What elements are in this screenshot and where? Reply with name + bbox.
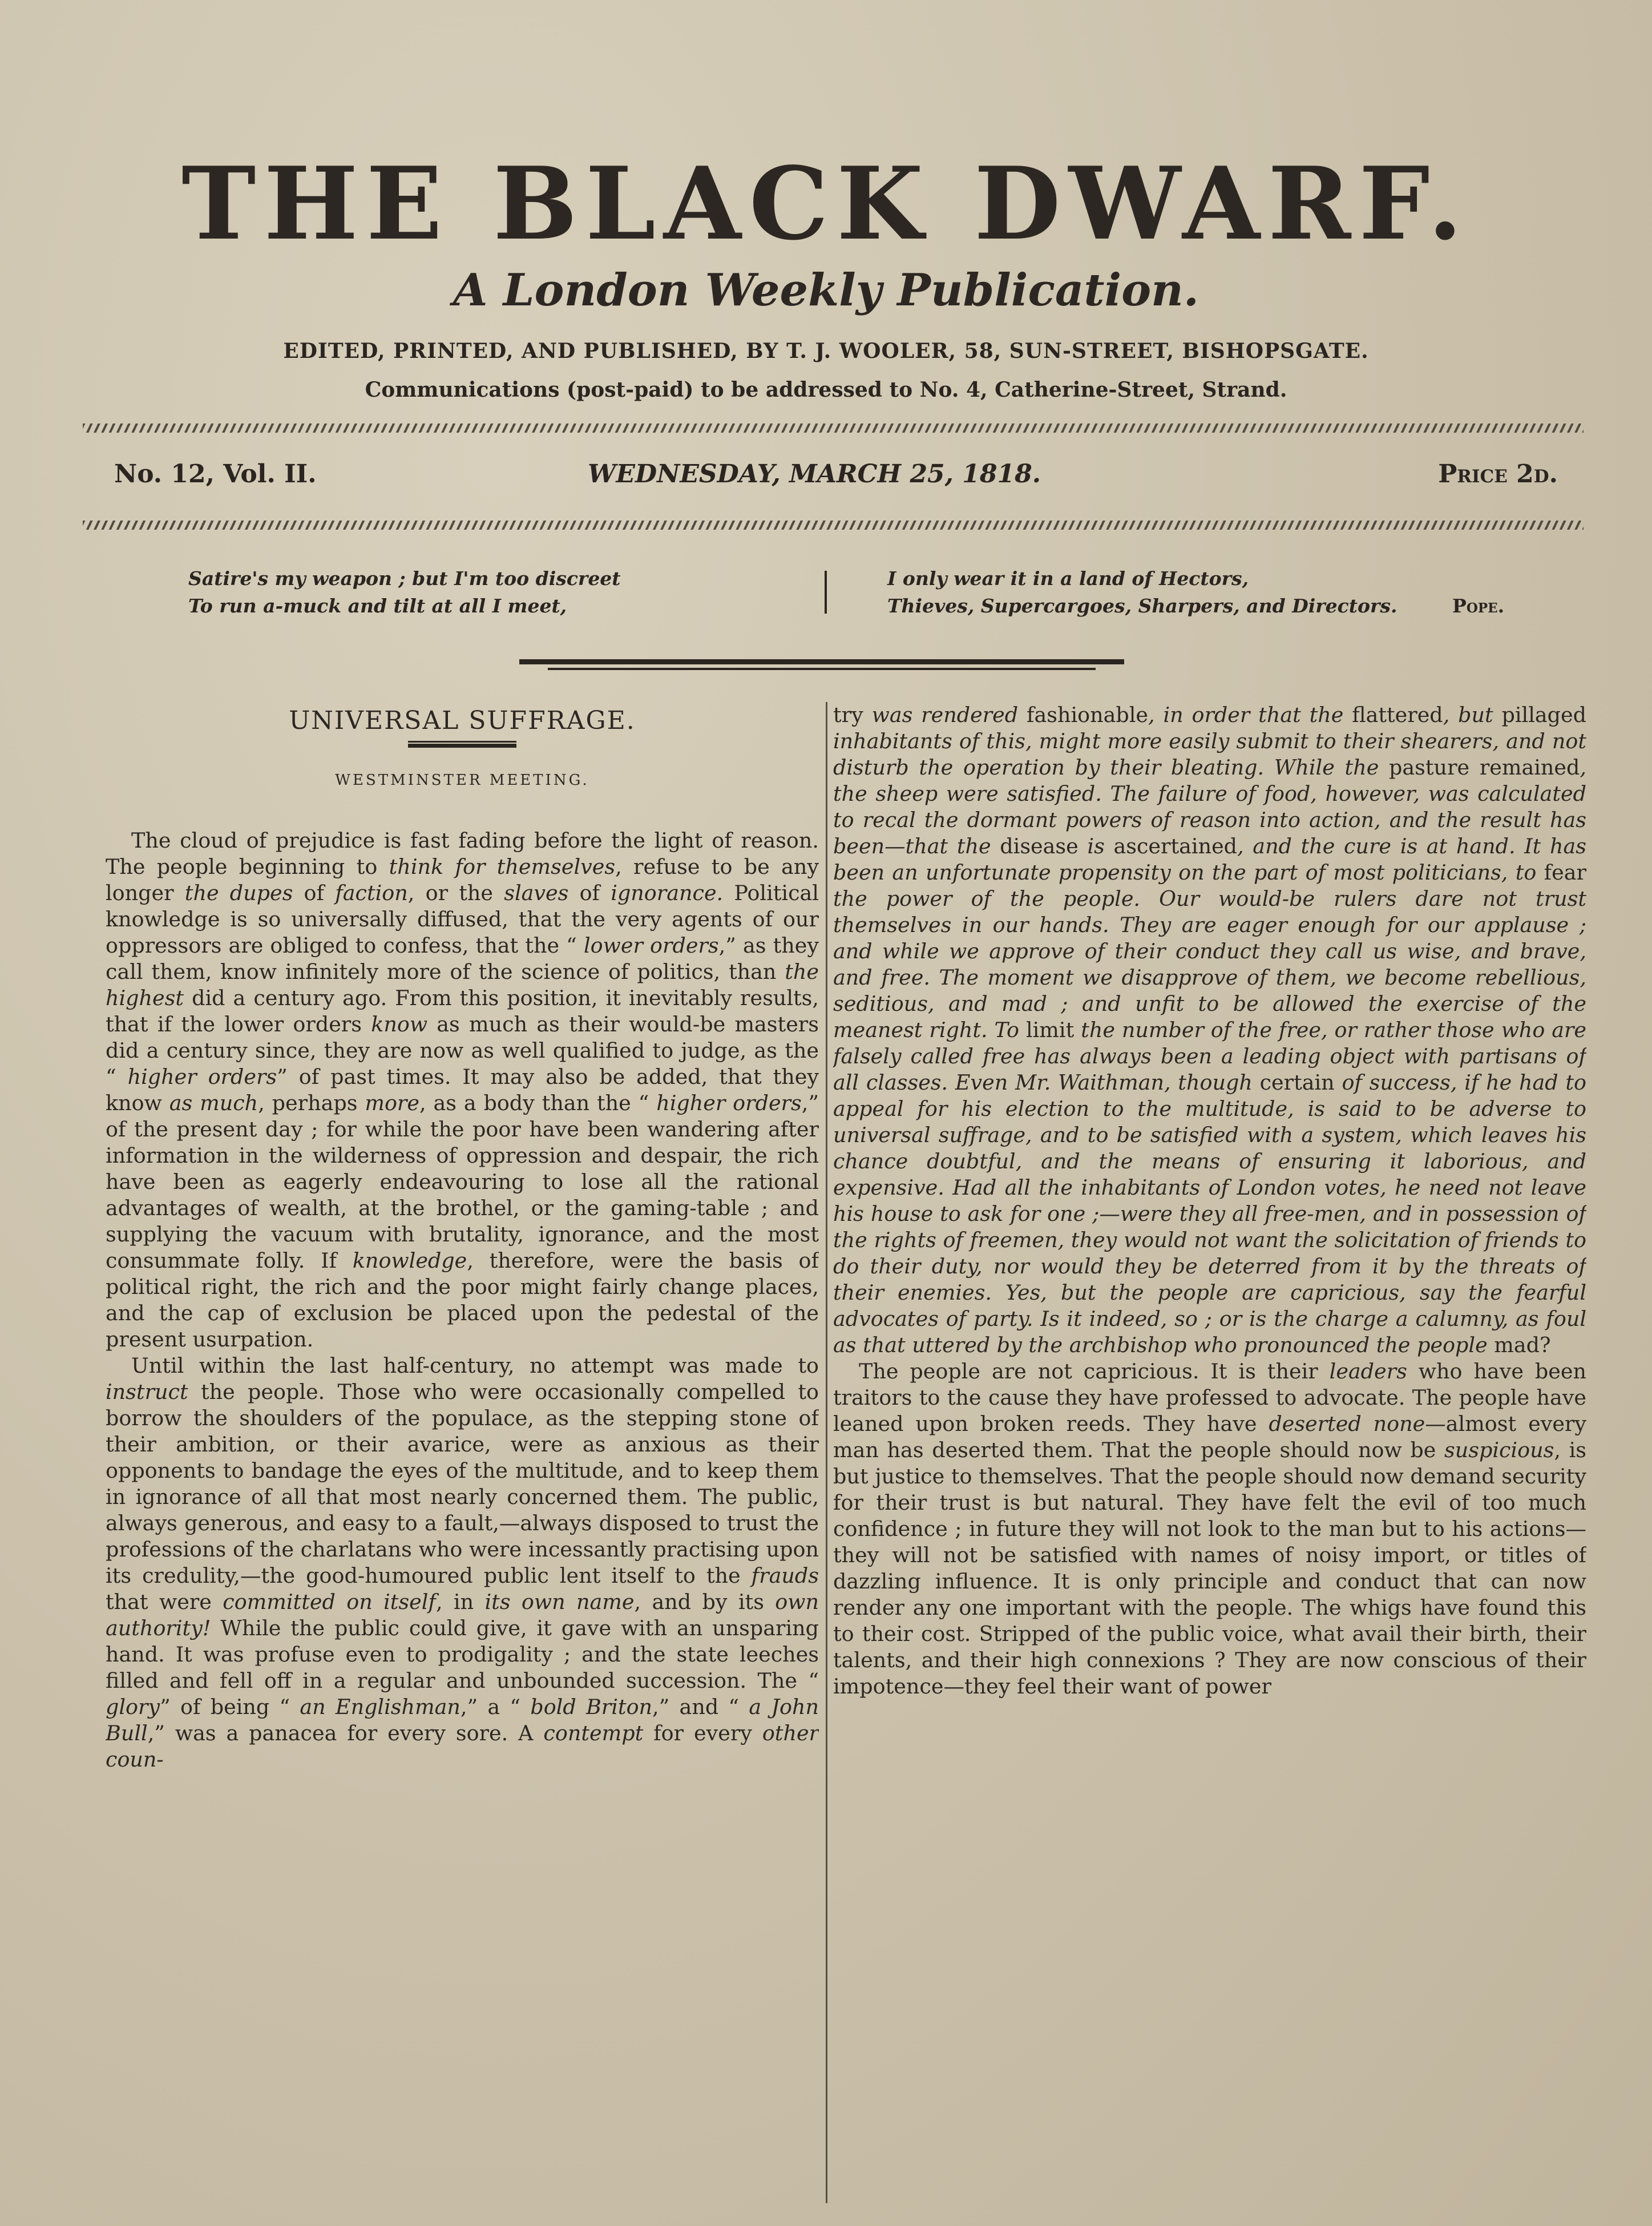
newspaper-subtitle: A London Weekly Publication.	[453, 264, 1199, 316]
body-text: mad?	[1494, 1333, 1551, 1357]
epigraph-right	[887, 565, 1397, 620]
italic-text: lower orders	[583, 933, 719, 958]
italic-text: of success, if he had to appeal for his election to the multitude, is said to be adverse to universal suffrage, and to be satisfied with a system, which leaves his chance doubtful, and the means of ensuring it laborious, and expensive. Had all the inhabitants of London votes, he need not leave his house to ask for one ;—were they all free-men, and in possession of the rights of freemen, they would not want the solicitation of friends to do their duty, nor would they be deterred from it by the threats of their enemies. Yes, but the people are capricious, say the fearful advocates of party. Is it indeed, so ; or is the charge a calumny, as foul as that uttered by the archbishop who pronounced the people	[833, 1070, 1586, 1357]
italic-text: knowledge	[352, 1248, 467, 1273]
body-text: The cloud of prejudice is fast fading before the light of reason. The people beginning to	[106, 828, 819, 879]
body-text: , perhaps	[258, 1091, 365, 1115]
issue-date: WEDNESDAY, MARCH 25, 1818.	[588, 459, 1041, 489]
italic-text: suspicious	[1444, 1438, 1554, 1462]
italic-text: the dupes	[184, 881, 293, 905]
epigraph	[0, 565, 1652, 628]
body-text: ,” a “	[460, 1695, 531, 1719]
italic-text: higher orders	[656, 1091, 802, 1115]
ornamental-rule-top	[83, 424, 1584, 433]
body-text: pasture remained	[1389, 755, 1580, 780]
epigraph-attribution: Pope.	[1452, 595, 1505, 617]
italic-text: as much	[169, 1091, 258, 1115]
body-text: of	[293, 881, 336, 905]
body-text: , and by its	[634, 1590, 775, 1614]
italic-text: glory	[106, 1695, 160, 1719]
body-text: ,” and “	[652, 1695, 749, 1719]
body-text: , refuse to be any longer	[106, 854, 819, 905]
italic-text: inhabitants of this, might more easily submit to their shearers, and not disturb the operation by their bleating. While the	[833, 729, 1586, 780]
italic-text: leaders	[1329, 1359, 1407, 1384]
epigraph-left	[188, 565, 621, 620]
body-text: Political knowledge is so universally diffused, that the very agents of our oppressors are obliged to confess, that the “	[106, 881, 819, 958]
italic-text: , but	[1443, 703, 1502, 727]
article-paragraph	[833, 702, 1586, 1358]
body-text: The people are not capricious. It is their	[859, 1359, 1330, 1384]
body-text: flattered	[1352, 703, 1443, 727]
italic-text: higher orders	[127, 1064, 277, 1089]
body-text: —almost every man has deserted them. That the people should now be	[833, 1412, 1586, 1462]
italic-text: an Englishman	[300, 1695, 461, 1719]
body-text: limit	[1025, 1018, 1075, 1042]
italic-text: contempt	[543, 1721, 644, 1745]
section-rule	[519, 659, 1124, 664]
body-text: ” of past times. It may also be added, that they know	[106, 1064, 819, 1115]
italic-text: other coun-	[106, 1721, 819, 1772]
publisher-line: EDITED, PRINTED, AND PUBLISHED, BY T. J. WOOLER, 58, SUN-STREET, BISHOPSGATE.	[283, 339, 1369, 363]
italic-text: frauds	[751, 1563, 819, 1588]
body-text: ,” was a panacea for every sore. A	[147, 1721, 544, 1745]
body-text: did a century ago. From this position, it inevitably results, that if the lower orders	[106, 986, 819, 1037]
epigraph-line: Thieves, Supercargoes, Sharpers, and Directors.	[887, 595, 1397, 617]
italic-text: instruct	[106, 1380, 188, 1404]
italic-text: faction	[335, 881, 408, 905]
ornamental-rule-bottom	[83, 521, 1584, 530]
epigraph-line: I only wear it in a land of Hectors,	[887, 567, 1249, 590]
italic-text: think for themselves	[389, 854, 616, 879]
italic-text: own authority!	[106, 1590, 819, 1640]
article-title: UNIVERSAL SUFFRAGE.	[289, 706, 636, 735]
masthead	[0, 146, 1652, 402]
body-text: as much as their would-be masters did a century since, they are now as well qualified to judge, as the “	[106, 1012, 819, 1089]
article-paragraph	[833, 1358, 1586, 1700]
italic-text: a John Bull	[106, 1695, 819, 1745]
body-text: ,” as they call them, know infinitely more of the science of politics, than	[106, 933, 819, 984]
communications-line: Communications (post-paid) to be addressed to No. 4, Catherine-Street, Strand.	[365, 378, 1287, 402]
body-text: that were	[106, 1590, 223, 1614]
issue-price: Price 2d.	[1438, 459, 1558, 489]
article-column-right	[833, 702, 1586, 2203]
italic-text: , in order that the	[1148, 703, 1352, 727]
issue-number: No. 12, Vol. II.	[114, 459, 317, 489]
italic-text: is	[1078, 834, 1114, 858]
italic-text: more	[365, 1091, 419, 1115]
body-text: disease	[1000, 834, 1079, 858]
body-text: who have been traitors to the cause they have professed to advocate. The people have leaned upon broken reeds. They have	[833, 1359, 1586, 1436]
article-subtitle: WESTMINSTER MEETING.	[335, 772, 589, 789]
body-text: , therefore, were the basis of political right, the rich and the poor might fairly change places, and the cap of exclusion be placed upon the pedestal of the present usurpation.	[106, 1248, 819, 1352]
italic-text: the highest	[106, 959, 819, 1010]
italic-text: ignorance.	[611, 881, 724, 905]
body-text: , as a body than the “	[419, 1091, 657, 1115]
italic-text: , and the cure is at hand. It has been an unfortunate propensity on the part of most politicians, to	[833, 834, 1586, 885]
body-text: , in	[435, 1590, 485, 1614]
body-text: ” of being “	[160, 1695, 300, 1719]
italic-text: the power of the people. Our would-be rulers dare not trust themselves in our hands. They are eager enough for our applause ; and while we approve of their conduct they call us wise, and brave, and free. The moment we disapprove of them, we become rebellious, seditious, and mad ; and unfit to be allowed the exercise of the meanest right. To	[833, 886, 1586, 1042]
article-column-left	[106, 702, 819, 2203]
newspaper-title: THE BLACK DWARF.	[181, 146, 1471, 263]
section-rule-thin	[548, 668, 1096, 670]
body-text: certain	[1259, 1070, 1335, 1095]
italic-text: committed on itself	[223, 1590, 436, 1614]
body-text: pillaged	[1501, 703, 1586, 727]
column-divider	[826, 702, 827, 2203]
epigraph-line: To run a-muck and tilt at all I meet,	[188, 595, 567, 617]
italic-text: its own name	[484, 1590, 635, 1614]
epigraph-line: Satire's my weapon ; but I'm too discreet	[188, 567, 621, 590]
body-text: , is but justice to themselves. That the people should now demand security for their trust is but natural. They have felt the evil of too much confidence ; in future they will not look to the man but to his actions—they will not be satisfied with names of noisy import, or titles of dazzling influence. It is only principle and conduct that can now render any one important with the people. The whigs have found this to their cost. Stripped of the public voice, what avail their birth, their talents, and their high connexions ? They are now conscious of their impotence—they feel their want of power	[833, 1438, 1586, 1699]
italic-text: bold Briton	[530, 1695, 653, 1719]
body-text: for every	[643, 1721, 762, 1745]
body-text: , or the	[407, 881, 504, 905]
body-text: ,” of the present day ; for while the poor have been wandering after information in the wilderness of oppression and despair, the rich have been as eagerly endeavouring to lose all the rational advantages of wealth, at the brothel, or the gaming-table ; and supplying the vacuum with brutality, ignorance, and the most consummate folly. If	[106, 1091, 819, 1273]
body-text: the people. Those who were occasionally compelled to borrow the shoulders of the populace, as the stepping stone of their ambition, or their avarice, were as anxious as their opponents to bandage the eyes of the multitude, and to keep them in ignorance of all that most nearly concerned them. The public, always generous, and easy to a fault,—always disposed to trust the professions of the charlatans who were incessantly practising upon its credulity,—the good-humoured public lent itself to the	[106, 1380, 819, 1588]
italic-text: the number of the free, or rather those who are falsely called free has always been a leading object with partisans of all classes. Even Mr. Waithman, though	[833, 1018, 1586, 1095]
body-text: of	[568, 881, 611, 905]
epigraph-divider	[825, 571, 827, 614]
body-text: fear	[1544, 860, 1586, 885]
italic-text: slaves	[504, 881, 569, 905]
title-rule	[408, 741, 516, 748]
body-text: ascertained	[1113, 834, 1238, 858]
body-text: Until within the last half-century, no attempt was made to	[131, 1353, 819, 1378]
italic-text: deserted none	[1269, 1412, 1425, 1436]
body-text: try	[833, 703, 863, 727]
article-paragraph	[106, 1353, 819, 1773]
article-paragraph	[106, 828, 819, 1353]
italic-text: know	[371, 1012, 428, 1037]
italic-text: was rendered	[863, 703, 1027, 727]
body-text: While the public could give, it gave with an unsparing hand. It was profuse even to prodigality ; and the state leeches filled and fell off in a regular and unbounded succession. The “	[106, 1616, 819, 1693]
italic-text: , the sheep were satisfied. The failure of food, however, was calculated to recal the dormant powers of reason into action, and the result has been—that the	[833, 755, 1586, 858]
issue-info	[114, 459, 1558, 494]
body-text: fashionable	[1026, 703, 1149, 727]
